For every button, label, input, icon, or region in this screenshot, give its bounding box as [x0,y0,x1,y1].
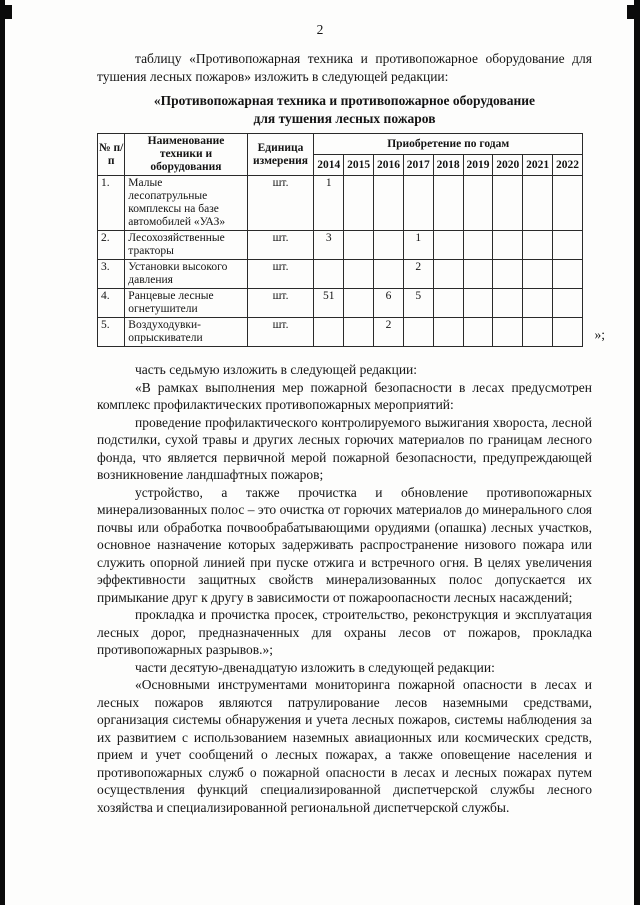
paragraph: проведение профилактического контролируемого выжигания хвороста, лесной подстилки, сухой травы и других лесных горючих материалов по границам лесного фонда, что является первичной мерой пожарной безопасности, предупреждающей возникновение ландшафтных пожаров; [97,414,592,482]
cell-year-2015 [344,260,374,289]
table-title-line-1: «Противопожарная техника и противопожарное оборудование [153,93,536,108]
paragraph: устройство, а также прочистка и обновление противопожарных минерализованных полос – это очистка от горючих материалов до минерального слоя почвы или обработка почвообрабатывающими орудиями (опашка) лесных участков, основное назначение которых задерживать распространение низового пожара или служить опорной линией при пуске отжига и встречного огня. В целях увеличения эффективности защитных свойств минерализованных полос допускается их примыкание друг к другу в зависимости от пожароопасности лесных насаждений; [97,484,592,605]
cell-unit: шт. [247,289,314,318]
intro-paragraph: таблицу «Противопожарная техника и противопожарное оборудование для тушения лесных пожаров» изложить в следующей редакции: [97,51,592,84]
cell-name: Малые лесопатрульные комплексы на базе автомобилей «УАЗ» [125,176,247,231]
table-row [98,260,583,289]
table-header-row-1 [98,134,583,155]
cell-num: 1. [98,176,125,231]
cell-year-2017: 1 [403,231,433,260]
cell-year-2014: 51 [314,289,344,318]
cell-year-2020 [493,176,523,231]
cell-year-2017: 5 [403,289,433,318]
cell-year-2022 [553,176,583,231]
cell-year-2015 [344,231,374,260]
year-header-2017: 2017 [403,155,433,176]
paragraph: «В рамках выполнения мер пожарной безопасности в лесах предусмотрен комплекс профилактических противопожарных мероприятий: [97,379,592,412]
header-years-group: Приобретение по годам [314,134,583,155]
scan-edge-left [0,0,5,905]
cell-year-2020 [493,231,523,260]
cell-year-2016 [374,176,404,231]
cell-year-2021 [523,318,553,347]
paragraph: части десятую-двенадцатую изложить в следующей редакции: [135,659,495,675]
cell-year-2014 [314,318,344,347]
cell-year-2014: 3 [314,231,344,260]
cell-year-2019 [463,231,493,260]
table-wrapper [97,133,605,347]
scan-edge-right [634,0,640,905]
year-header-2019: 2019 [463,155,493,176]
page-number: 2 [316,22,324,37]
cell-name: Установки высокого давления [125,260,247,289]
table-row [98,176,583,231]
cell-unit: шт. [247,176,314,231]
cell-year-2016: 6 [374,289,404,318]
table-closing-mark: »; [594,327,605,342]
year-header-2021: 2021 [523,155,553,176]
cell-year-2017: 2 [403,260,433,289]
cell-unit: шт. [247,231,314,260]
cell-year-2020 [493,260,523,289]
paragraph: «Основными инструментами мониторинга пожарной опасности в лесах и лесных пожаров являются патрулирование лесов наземными средствами, организация системы обнаружения и учета лесных пожаров, системы наблюдения за их развитием с использованием наземных авиационных или космических средств, прием и учет сообщений о лесных пожарах, а также оповещение населения и противопожарных служб о пожарной опасности в лесах и лесных пожарах путем осуществления функций специализированной диспетчерской службы лесного хозяйства и специализированной региональной диспетчерской службы. [97,677,592,815]
cell-year-2014 [314,260,344,289]
year-header-2015: 2015 [344,155,374,176]
cell-year-2017 [403,318,433,347]
cell-year-2015 [344,176,374,231]
header-num: № п/п [98,134,125,176]
cell-year-2014: 1 [314,176,344,231]
cell-year-2022 [553,318,583,347]
cell-year-2018 [433,318,463,347]
cell-unit: шт. [247,260,314,289]
header-unit: Единица измерения [247,134,314,176]
cell-year-2018 [433,289,463,318]
cell-year-2018 [433,260,463,289]
table-title-line-2: для тушения лесных пожаров [253,110,436,126]
cell-name: Ранцевые лесные огнетушители [125,289,247,318]
scan-corner-mark-top-right [627,5,636,19]
year-header-2022: 2022 [553,155,583,176]
cell-year-2022 [553,289,583,318]
cell-year-2021 [523,176,553,231]
cell-year-2016 [374,231,404,260]
cell-year-2015 [344,289,374,318]
page-content [97,50,605,816]
equipment-table [97,133,583,347]
cell-year-2019 [463,260,493,289]
cell-num: 4. [98,289,125,318]
cell-year-2019 [463,318,493,347]
table-row [98,318,583,347]
cell-unit: шт. [247,318,314,347]
cell-year-2021 [523,289,553,318]
cell-year-2021 [523,231,553,260]
cell-year-2022 [553,260,583,289]
cell-num: 5. [98,318,125,347]
table-row [98,289,583,318]
cell-year-2016: 2 [374,318,404,347]
year-header-2016: 2016 [374,155,404,176]
cell-year-2021 [523,260,553,289]
cell-name: Лесохозяйственные тракторы [125,231,247,260]
table-title [97,92,592,127]
paragraph: часть седьмую изложить в следующей редакции: [135,362,418,377]
cell-num: 2. [98,231,125,260]
cell-year-2018 [433,176,463,231]
cell-name: Воздуходувки-опрыскиватели [125,318,247,347]
scan-corner-mark-top-left [3,5,12,19]
cell-year-2015 [344,318,374,347]
paragraph: прокладка и прочистка просек, строительство, реконструкция и эксплуатация лесных дорог, предназначенных для охраны лесов от пожаров, прокладка противопожарных разрывов.»; [97,607,592,657]
cell-num: 3. [98,260,125,289]
cell-year-2019 [463,176,493,231]
cell-year-2018 [433,231,463,260]
body-paragraphs [97,361,592,816]
cell-year-2020 [493,318,523,347]
cell-year-2019 [463,289,493,318]
year-header-2018: 2018 [433,155,463,176]
cell-year-2022 [553,231,583,260]
year-header-2020: 2020 [493,155,523,176]
cell-year-2020 [493,289,523,318]
year-header-2014: 2014 [314,155,344,176]
cell-year-2016 [374,260,404,289]
table-row [98,231,583,260]
cell-year-2017 [403,176,433,231]
header-name: Наименование техники и оборудования [125,134,247,176]
